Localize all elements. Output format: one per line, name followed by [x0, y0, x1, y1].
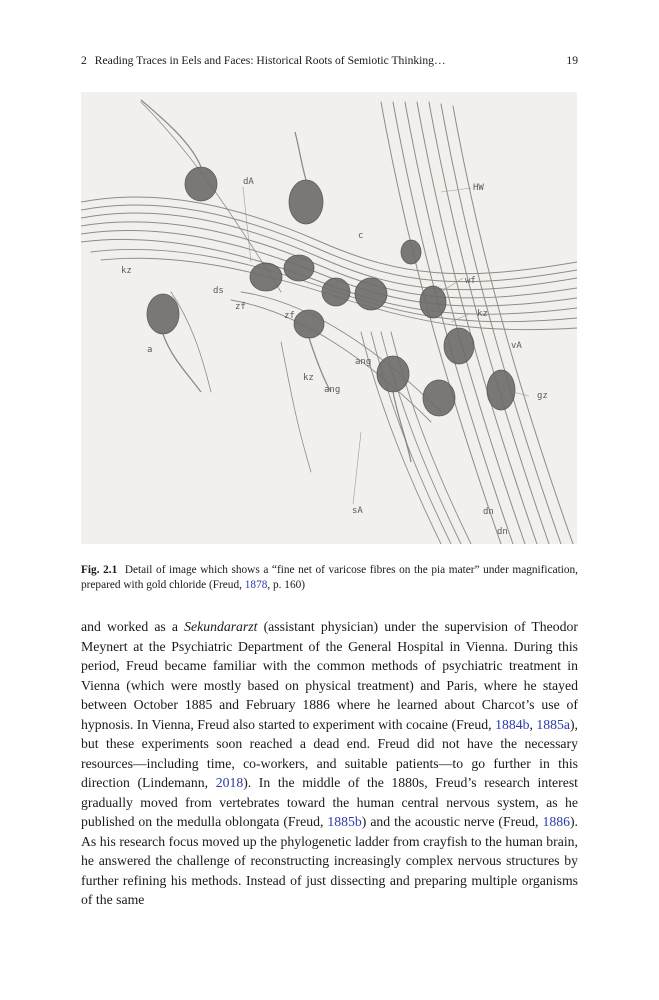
- citation-link[interactable]: 1885b: [327, 814, 362, 829]
- body-text-segment: ) and the acoustic nerve (Freud,: [361, 814, 543, 829]
- page-number: 19: [566, 54, 578, 67]
- figure-label: a: [147, 345, 153, 355]
- body-text-segment: ). As his research focus moved up the phylogenetic ladder from crayfish to the human brain, he answered the challenge of reconstructing increasingly complex nervous structures by further refining his methods. Instead of just dissecting and preparing multiple organisms of the same: [81, 814, 578, 907]
- figure-caption: [81, 563, 578, 593]
- body-text-segment: ), but these experiments soon reached a dead end. Freud did not have the necessary resources—including time, co-workers, and suitable patients—to go further in this direction (Lindemann,: [81, 716, 578, 790]
- citation-link[interactable]: 1886: [542, 814, 570, 829]
- figure-label: c: [358, 231, 364, 241]
- citation-link[interactable]: 1878: [244, 579, 268, 592]
- figure-label: dn: [483, 507, 494, 517]
- figure-label: zf: [284, 311, 295, 321]
- figure-label: kz: [303, 373, 314, 383]
- figure-label: wf: [465, 276, 476, 286]
- citation-link[interactable]: 1885a: [536, 716, 570, 732]
- chapter-number: 2: [81, 54, 87, 67]
- figure-label: ang: [355, 357, 372, 367]
- running-title-line: [81, 53, 446, 69]
- caption-text-1: Detail of image which shows a “fine net of varicose fibres on the pia mater” under magnification, prepared with gold chloride (Freud,: [81, 564, 578, 592]
- figure-label: ds: [213, 286, 224, 296]
- figure-label: zf: [235, 302, 246, 312]
- body-text-segment: ). In the middle of the 1880s, Freud’s research interest gradually moved from vertebrates toward the human central nervous system, as he published on the medulla oblongata (Freud,: [81, 775, 578, 829]
- running-title: Reading Traces in Eels and Faces: Historical Roots of Semiotic Thinking…: [94, 54, 446, 67]
- nerve-fibres-illustration: [81, 92, 577, 544]
- figure-label: kz: [477, 309, 488, 319]
- figure-label-number: Fig. 2.1: [81, 564, 118, 576]
- body-text-segment: (assistant physician) under the supervision of Theodor Meynert at the Psychiatric Department of the General Hospital in Vienna. During this period, Freud became familiar with the common methods of psychiatric treatment in Vienna (which were mostly based on physical treatment) and Paris, where he stayed between October 1885 and February 1886 where he learned about Charcot’s use of hypnosis. In Vienna, Freud also started to experiment with cocaine (Freud,: [81, 619, 578, 732]
- running-head: [81, 53, 578, 69]
- body-paragraph: [81, 617, 578, 910]
- figure-label: vA: [511, 341, 522, 351]
- figure-label: ang: [324, 385, 341, 395]
- figure-label: kz: [121, 266, 132, 276]
- italic-term: Sekundararzt: [184, 619, 258, 634]
- figure-image: [81, 92, 577, 544]
- figure-label: sA: [352, 506, 363, 516]
- citation-link[interactable]: 2018: [215, 775, 244, 790]
- citation-link[interactable]: 1884b: [495, 716, 530, 732]
- figure-label: HW: [473, 183, 484, 193]
- body-text-segment: and worked as a: [81, 619, 185, 634]
- caption-text-2: , p. 160): [267, 579, 306, 592]
- figure-label: dn: [497, 527, 508, 537]
- figure-label: gz: [537, 391, 548, 401]
- body-text-segment: ,: [529, 716, 537, 732]
- figure-label: dA: [243, 177, 254, 187]
